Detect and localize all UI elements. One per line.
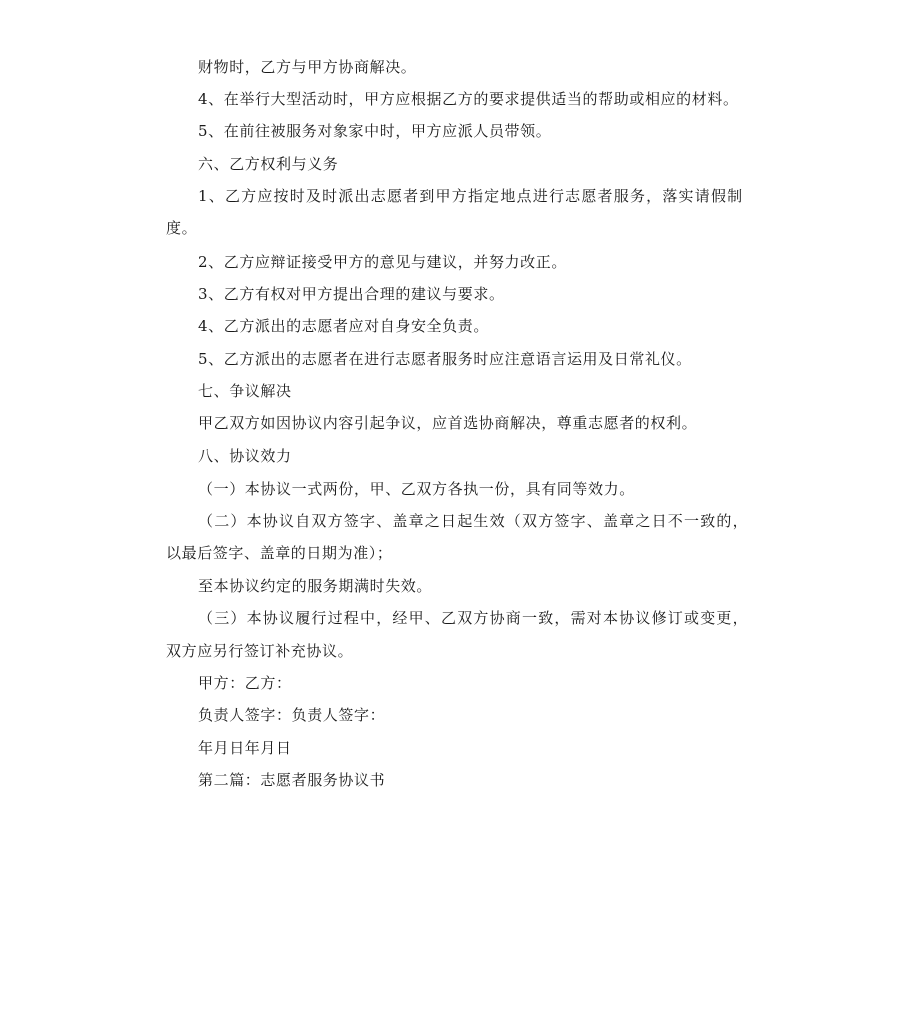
- text-line: 1、乙方应按时及时派出志愿者到甲方指定地点进行志愿者服务，落实请假制: [198, 187, 744, 205]
- text-line: （一）本协议一式两份，甲、乙双方各执一份，具有同等效力。: [198, 480, 635, 498]
- text-line: 财物时，乙方与甲方协商解决。: [198, 58, 417, 76]
- text-line: （三）本协议履行过程中，经甲、乙双方协商一致，需对本协议修订或变更，: [198, 609, 749, 627]
- date-line: 年月日年月日: [198, 739, 292, 757]
- text-line: 双方应另行签订补充协议。: [166, 642, 354, 660]
- section-heading: 八、协议效力: [198, 447, 292, 465]
- chapter-title: 第二篇：志愿者服务协议书: [198, 771, 386, 789]
- text-line: 度。: [166, 219, 198, 237]
- signature-party-line: 甲方：乙方：: [198, 674, 292, 692]
- section-heading: 六、乙方权利与义务: [198, 155, 339, 173]
- text-line: 3、乙方有权对甲方提出合理的建议与要求。: [198, 285, 505, 303]
- text-line: 4、在举行大型活动时，甲方应根据乙方的要求提供适当的帮助或相应的材料。: [198, 90, 739, 108]
- text-line: 至本协议约定的服务期满时失效。: [198, 577, 433, 595]
- section-heading: 七、争议解决: [198, 382, 292, 400]
- text-line: 5、乙方派出的志愿者在进行志愿者服务时应注意语言运用及日常礼仪。: [198, 350, 692, 368]
- signature-line: 负责人签字：负责人签字：: [198, 706, 386, 724]
- text-line: 2、乙方应辩证接受甲方的意见与建议，并努力改正。: [198, 253, 567, 271]
- text-line: 以最后签字、盖章的日期为准）；: [166, 544, 393, 562]
- text-line: 5、在前往被服务对象家中时，甲方应派人员带领。: [198, 122, 552, 140]
- text-line: 4、乙方派出的志愿者应对自身安全负责。: [198, 317, 489, 335]
- text-line: （二）本协议自双方签字、盖章之日起生效（双方签字、盖章之日不一致的，: [198, 512, 749, 530]
- text-line: 甲乙双方如因协议内容引起争议，应首选协商解决，尊重志愿者的权利。: [198, 414, 698, 432]
